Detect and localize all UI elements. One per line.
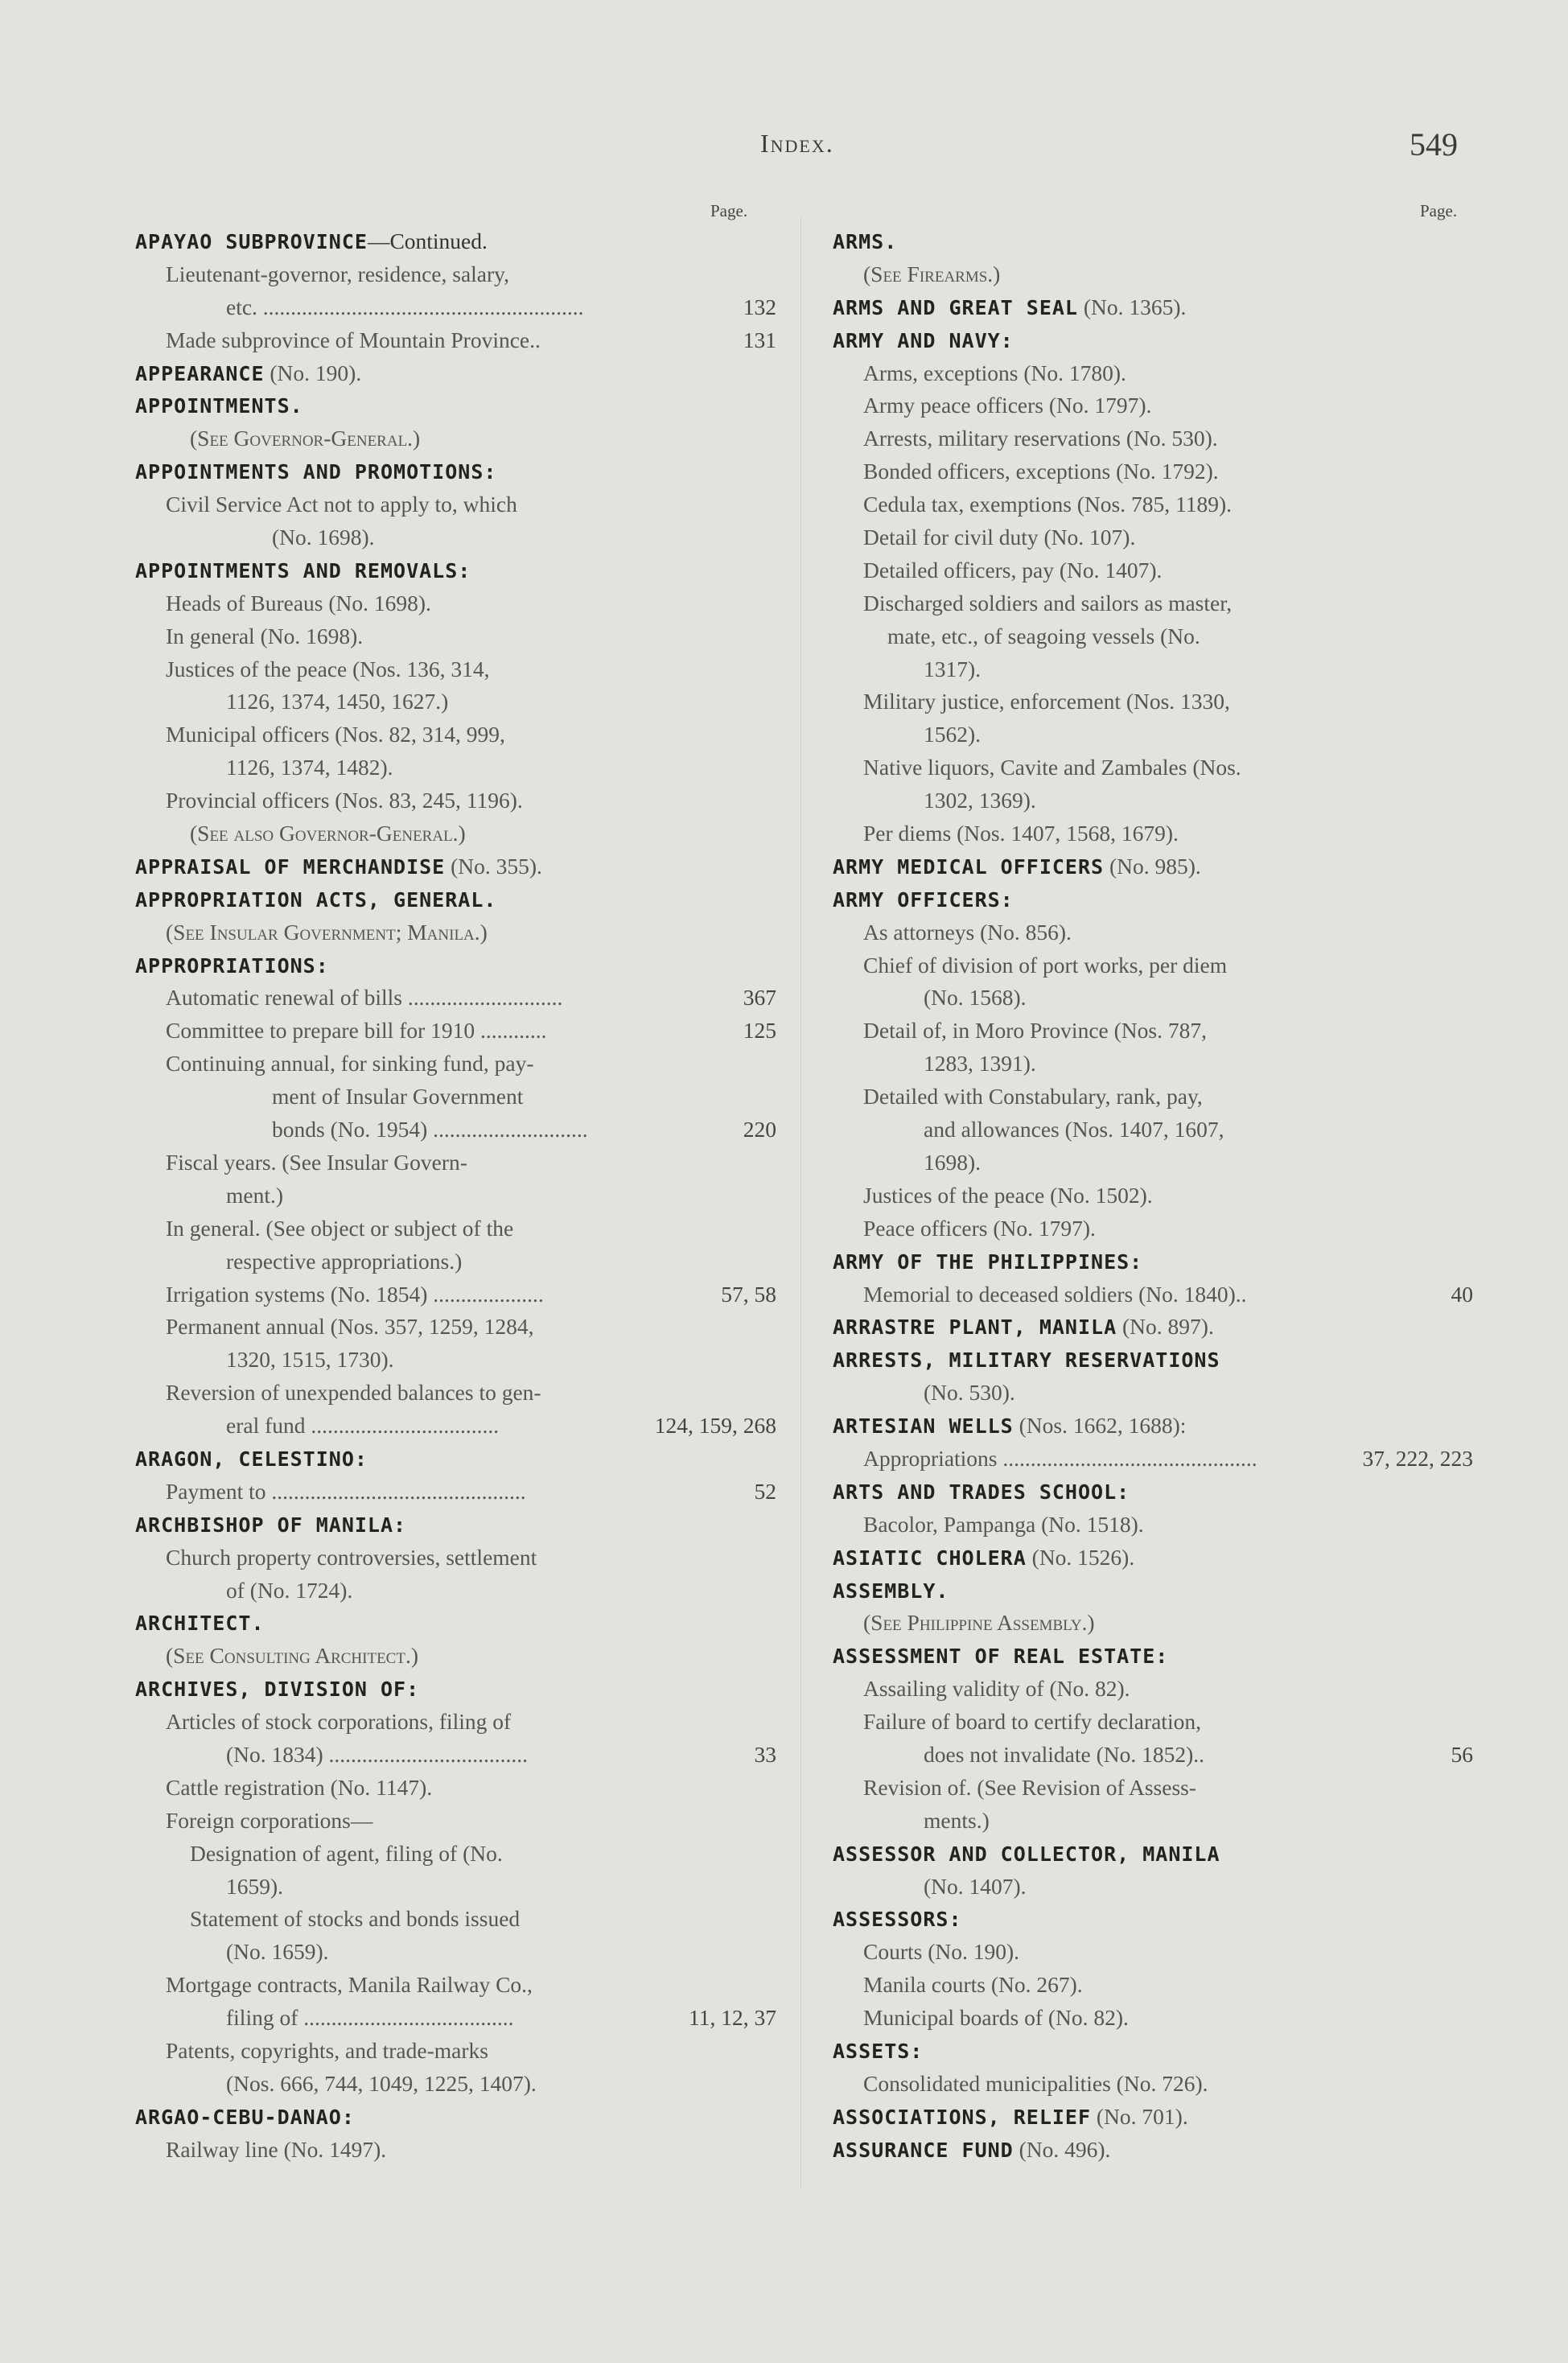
index-subentry [135,982,776,1015]
index-subentry [135,1344,776,1377]
left-page-label: Page. [710,201,748,220]
index-subentry [833,620,1473,653]
index-subentry [135,488,776,521]
page-reference: 220 [739,1114,776,1147]
entry-text: Permanent annual (Nos. 357, 1259, 1284, [166,1314,534,1340]
page-reference: 132 [739,291,776,324]
entry-text: Payment to .............................................. [166,1478,526,1504]
index-subentry [135,1838,776,1871]
index-subentry [833,1739,1473,1772]
heading-reference: (Nos. 1662, 1688): [1013,1413,1187,1439]
heading-text: ARAGON, CELESTINO: [135,1447,368,1471]
heading-text: ARMS AND GREAT SEAL [833,295,1078,319]
see-reference [833,1607,1473,1640]
entry-text: Railway line (No. 1497). [166,2136,387,2162]
index-heading [833,1575,1473,1608]
heading-text: ASIATIC CHOLERA [833,1546,1027,1570]
index-subentry [833,685,1473,718]
index-subentry [135,1903,776,1936]
index-subentry [135,1081,776,1114]
heading-text: ARCHIVES, DIVISION OF: [135,1678,420,1702]
page-header [0,126,1568,169]
index-heading [833,2101,1473,2134]
entry-text: Appropriations .............................................. [863,1445,1257,1471]
entry-text: ments.) [924,1807,990,1833]
index-heading [833,324,1473,357]
index-subentry [135,1212,776,1245]
entry-text: Bonded officers, exceptions (No. 1792). [863,459,1219,484]
index-subentry [833,1673,1473,1706]
index-subentry [135,1245,776,1278]
entry-text: (No. 1407). [924,1873,1027,1899]
index-subentry [135,2002,776,2035]
heading-text: ARGAO-CEBU-DANAO: [135,2105,355,2129]
entry-text: Municipal officers (Nos. 82, 314, 999, [166,722,505,747]
index-heading [833,1903,1473,1936]
entry-text: (See Firearms.) [863,261,1001,286]
index-subentry [833,784,1473,817]
heading-text: ASSESSORS: [833,1908,962,1932]
index-subentry [833,1706,1473,1739]
entry-text: Continuing annual, for sinking fund, pay- [166,1051,534,1077]
heading-text: ARTESIAN WELLS [833,1414,1014,1439]
index-subentry [833,1509,1473,1542]
entry-text: Justices of the peace (No. 1502). [863,1182,1153,1208]
index-subentry [833,455,1473,488]
index-subentry [135,2068,776,2101]
entry-text: does not invalidate (No. 1852).. [924,1741,1205,1767]
entry-text: 1698). [924,1149,982,1175]
index-heading [135,949,776,982]
index-subentry [833,554,1473,587]
index-heading [833,291,1473,324]
entry-text: (See Philippine Assembly.) [863,1610,1095,1636]
column-divider [800,217,801,2188]
heading-text: ARMY OFFICERS: [833,887,1014,912]
entry-text: Cedula tax, exemptions (Nos. 785, 1189). [863,492,1233,517]
entry-text: Patents, copyrights, and trade-marks [166,2037,488,2063]
heading-text: APPOINTMENTS AND PROMOTIONS: [135,460,497,484]
index-subentry [135,1871,776,1904]
index-subentry [135,291,776,324]
entry-text: In general (No. 1698). [166,623,364,648]
entry-text: (No. 1698). [272,525,375,550]
index-subentry [135,653,776,686]
heading-reference: (No. 985). [1104,853,1201,879]
index-heading [833,1245,1473,1278]
heading-text: ARCHITECT. [135,1612,265,1636]
running-head: Index. [760,129,834,158]
index-heading [833,225,1473,258]
entry-text: etc. .......................................................... [226,294,584,319]
index-subentry [833,1443,1473,1476]
index-subentry [833,488,1473,521]
heading-reference: (No. 496). [1013,2136,1111,2162]
entry-text: 1302, 1369). [924,788,1036,813]
entry-text: Peace officers (No. 1797). [863,1215,1096,1241]
index-subentry [135,2035,776,2068]
index-heading [833,1542,1473,1575]
entry-text: eral fund .................................. [226,1413,500,1439]
index-subentry [135,258,776,291]
index-heading [833,1640,1473,1673]
index-subentry [833,2002,1473,2035]
entry-text: of (No. 1724). [226,1577,353,1603]
index-subentry [833,389,1473,422]
index-subentry [135,685,776,718]
entry-text: Detail for civil duty (No. 107). [863,525,1136,550]
index-column-left [135,225,776,2167]
entry-text: Detailed officers, pay (No. 1407). [863,557,1163,583]
entry-text: Detail of, in Moro Province (Nos. 787, [863,1018,1207,1044]
index-subentry [135,1936,776,1969]
entry-text: ment.) [226,1182,284,1208]
index-subentry [135,1706,776,1739]
index-subentry [135,1739,776,1772]
entry-text: (See also Governor-General.) [190,821,466,846]
index-heading [135,1509,776,1542]
entry-text: 1320, 1515, 1730). [226,1347,394,1373]
entry-text: Mortgage contracts, Manila Railway Co., [166,1972,533,1998]
index-heading [135,225,776,258]
index-heading [135,1673,776,1706]
heading-text: APPOINTMENTS AND REMOVALS: [135,558,471,583]
page-reference: 37, 222, 223 [1358,1443,1474,1476]
heading-reference: (No. 1365). [1077,294,1187,319]
heading-text: APAYAO SUBPROVINCE [135,230,368,253]
entry-text: Fiscal years. (See Insular Govern- [166,1149,467,1175]
page-reference: 57, 58 [716,1278,776,1311]
index-heading [135,455,776,488]
index-subentry [833,817,1473,850]
index-subentry [135,587,776,620]
entry-text: 1562). [924,722,982,747]
index-subentry [833,1179,1473,1212]
index-heading [833,1311,1473,1344]
entry-text: Assailing validity of (No. 82). [863,1676,1130,1702]
entry-text: (See Insular Government; Manila.) [166,919,488,945]
entry-text: Arms, exceptions (No. 1780). [863,360,1126,385]
entry-text: Manila courts (No. 267). [863,1972,1083,1998]
entry-text: Civil Service Act not to apply to, which [166,492,517,517]
entry-text: Church property controversies, settlement [166,1544,537,1570]
index-heading [833,2035,1473,2068]
index-subentry [833,357,1473,390]
heading-text: APPOINTMENTS. [135,394,303,418]
index-subentry [135,1179,776,1212]
index-subentry [833,1147,1473,1179]
index-subentry [833,1805,1473,1838]
heading-reference: (No. 897). [1117,1314,1214,1340]
page-reference: 33 [750,1739,777,1772]
entry-text: Provincial officers (Nos. 83, 245, 1196). [166,788,523,813]
index-subentry [833,521,1473,554]
entry-text: Municipal boards of (No. 82). [863,2005,1129,2031]
entry-text: (See Governor-General.) [190,426,421,451]
entry-text: 1126, 1374, 1482). [226,755,393,780]
entry-text: (See Consulting Architect.) [166,1643,418,1669]
index-subentry [833,1212,1473,1245]
index-subentry [135,1476,776,1509]
heading-text: ARRESTS, MILITARY RESERVATIONS [833,1348,1220,1373]
index-subentry [135,2134,776,2167]
page-reference: 131 [739,324,776,357]
index-subentry [135,1805,776,1838]
index-subentry [135,1048,776,1081]
entry-text: and allowances (Nos. 1407, 1607, [924,1117,1224,1142]
entry-text: Made subprovince of Mountain Province.. [166,327,541,352]
entry-text: 1317). [924,656,982,681]
page-reference: 52 [750,1476,777,1509]
index-heading [135,1607,776,1640]
entry-text: (No. 1659). [226,1939,329,1965]
page-reference: 11, 12, 37 [684,2002,776,2035]
index-heading [135,389,776,422]
index-subentry [135,1410,776,1443]
index-subentry [833,1048,1473,1081]
index-heading [833,850,1473,883]
entry-text: Military justice, enforcement (Nos. 1330, [863,689,1230,714]
index-subentry [833,1871,1473,1904]
heading-text: ARMY MEDICAL OFFICERS [833,854,1105,879]
heading-text: ARMY OF THE PHILIPPINES: [833,1249,1143,1274]
see-reference [833,258,1473,291]
index-subentry [135,1377,776,1410]
index-subentry [135,718,776,751]
page-reference: 40 [1447,1278,1474,1311]
index-subentry [135,784,776,817]
index-heading [135,883,776,916]
index-subentry [833,916,1473,949]
index-subentry [135,1575,776,1608]
heading-text: APPROPRIATIONS: [135,953,329,978]
index-subentry [833,587,1473,620]
entry-text: Statement of stocks and bonds issued [190,1906,521,1932]
index-heading [833,1476,1473,1509]
index-subentry [135,1114,776,1147]
index-subentry [135,1772,776,1805]
page-reference: 125 [739,1015,776,1048]
right-page-label: Page. [1420,201,1458,220]
heading-text: ARCHBISHOP OF MANILA: [135,1513,407,1537]
see-reference [135,817,776,850]
index-subentry [833,1377,1473,1410]
entry-text: Memorial to deceased soldiers (No. 1840).. [863,1281,1247,1307]
entry-text: 1126, 1374, 1450, 1627.) [226,689,449,714]
index-subentry [833,1969,1473,2002]
index-subentry [833,422,1473,455]
heading-text: ASSOCIATIONS, RELIEF [833,2105,1092,2129]
heading-text: ASSESSOR AND COLLECTOR, MANILA [833,1842,1220,1866]
heading-text: ASSETS: [833,2039,924,2063]
index-heading [135,2101,776,2134]
entry-text: In general. (See object or subject of the [166,1215,514,1241]
entry-text: respective appropriations.) [226,1248,463,1274]
index-subentry [833,1114,1473,1147]
entry-text: Chief of division of port works, per diem [863,952,1228,978]
entry-text: Heads of Bureaus (No. 1698). [166,590,431,615]
index-subentry [135,521,776,554]
heading-text: APPROPRIATION ACTS, GENERAL. [135,887,497,912]
entry-text: Army peace officers (No. 1797). [863,393,1152,418]
page-number: 549 [1410,126,1458,163]
entry-text: Cattle registration (No. 1147). [166,1774,433,1800]
entry-text: Failure of board to certify declaration, [863,1709,1201,1735]
entry-text: Native liquors, Cavite and Zambales (Nos. [863,755,1241,780]
entry-text: Committee to prepare bill for 1910 ............ [166,1018,547,1044]
entry-text: Revision of. (See Revision of Assess- [863,1774,1197,1800]
index-subentry [135,751,776,784]
heading-text: ARMS. [833,230,898,253]
heading-reference: (No. 190). [264,360,362,385]
entry-text: Articles of stock corporations, filing of [166,1709,512,1735]
index-subentry [135,1278,776,1311]
index-subentry [833,1278,1473,1311]
index-subentry [833,1015,1473,1048]
heading-text: ASSESSMENT OF REAL ESTATE: [833,1645,1169,1669]
index-subentry [833,949,1473,982]
see-reference [135,1640,776,1673]
entry-text: Arrests, military reservations (No. 530). [863,426,1218,451]
index-subentry [135,1542,776,1575]
entry-text: Lieutenant-governor, residence, salary, [166,261,509,286]
index-subentry [833,1081,1473,1114]
index-heading [833,883,1473,916]
heading-reference: (No. 701). [1091,2103,1188,2129]
entry-text: (Nos. 666, 744, 1049, 1225, 1407). [226,2070,537,2096]
entry-text: Discharged soldiers and sailors as master, [863,590,1233,615]
see-reference [135,422,776,455]
heading-text: ASSURANCE FUND [833,2138,1014,2162]
entry-text: (No. 1568). [924,985,1027,1011]
entry-text: (No. 1834) .................................... [226,1741,529,1767]
index-subentry [135,1311,776,1344]
index-subentry [833,982,1473,1015]
entry-text: 1283, 1391). [924,1051,1036,1077]
see-reference [135,916,776,949]
index-subentry [135,620,776,653]
entry-text: Justices of the peace (Nos. 136, 314, [166,656,490,681]
heading-reference: (No. 355). [445,853,542,879]
index-subentry [833,1936,1473,1969]
index-subentry [135,324,776,357]
index-subentry [135,1015,776,1048]
entry-text: Reversion of unexpended balances to gen- [166,1380,541,1406]
index-heading [135,554,776,587]
heading-text: ARTS AND TRADES SCHOOL: [833,1480,1130,1504]
index-subentry [833,653,1473,686]
index-subentry [135,1969,776,2002]
heading-text: ARMY AND NAVY: [833,328,1014,352]
entry-text: Designation of agent, filing of (No. [190,1840,503,1866]
page-reference: 367 [739,982,776,1015]
entry-text: Foreign corporations— [166,1807,373,1833]
index-heading [135,357,776,390]
heading-text: ASSEMBLY. [833,1579,949,1603]
entry-text: Automatic renewal of bills ............................ [166,985,563,1011]
entry-text: Irrigation systems (No. 1854) .................... [166,1281,544,1307]
heading-text: APPRAISAL OF MERCHANDISE [135,854,446,879]
heading-text: ARRASTRE PLANT, MANILA [833,1315,1117,1340]
heading-reference: —Continued. [367,228,488,253]
index-heading [135,850,776,883]
heading-reference: (No. 1526). [1026,1544,1135,1570]
entry-text: As attorneys (No. 856). [863,919,1072,945]
index-heading [833,1838,1473,1871]
index-subentry [833,751,1473,784]
index-subentry [833,1772,1473,1805]
entry-text: Courts (No. 190). [863,1939,1020,1965]
entry-text: mate, etc., of seagoing vessels (No. [887,623,1200,648]
entry-text: Bacolor, Pampanga (No. 1518). [863,1511,1144,1537]
index-subentry [135,1147,776,1179]
entry-text: ment of Insular Government [272,1084,524,1109]
page-reference: 56 [1447,1739,1474,1772]
entry-text: filing of ...................................... [226,2005,514,2031]
page-reference: 124, 159, 268 [650,1410,776,1443]
entry-text: (No. 530). [924,1380,1015,1406]
entry-text: Per diems (Nos. 1407, 1568, 1679). [863,821,1179,846]
entry-text: bonds (No. 1954) ............................ [272,1117,588,1142]
index-subentry [833,2068,1473,2101]
entry-text: Consolidated municipalities (No. 726). [863,2070,1208,2096]
index-column-right [833,225,1473,2167]
index-subentry [833,718,1473,751]
index-heading [833,1344,1473,1377]
index-heading [833,1410,1473,1443]
index-heading [135,1443,776,1476]
heading-text: APPEARANCE [135,361,265,385]
index-heading [833,2134,1473,2167]
entry-text: Detailed with Constabulary, rank, pay, [863,1084,1203,1109]
entry-text: 1659). [226,1873,284,1899]
